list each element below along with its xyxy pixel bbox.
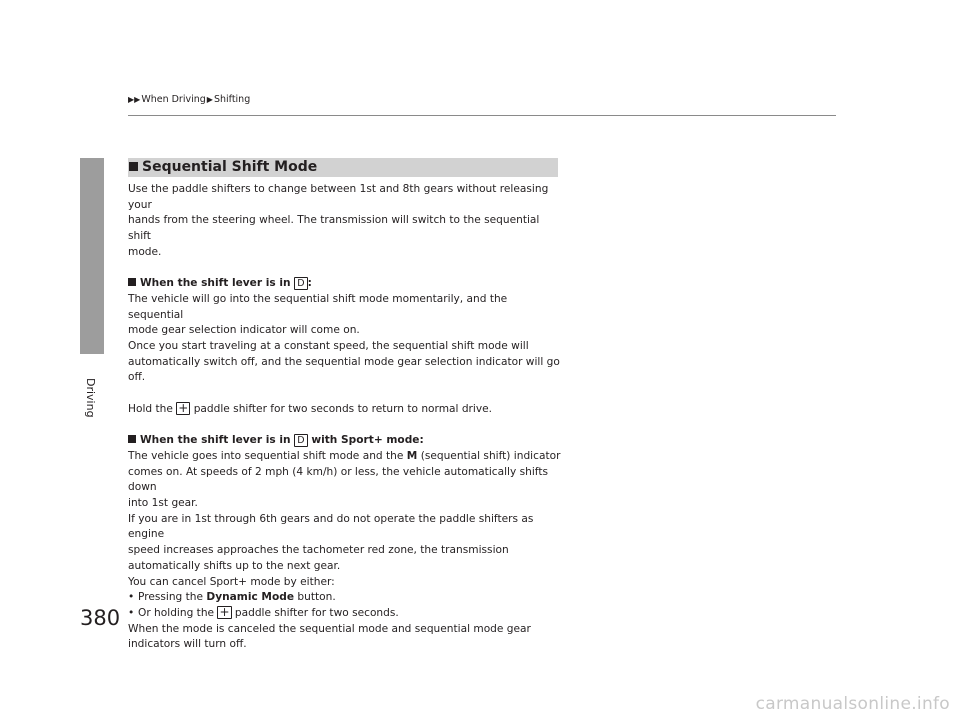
subheading-square-icon [128, 278, 136, 286]
bullet-icon: • [128, 606, 135, 619]
breadcrumb [128, 94, 250, 105]
body-line: You can cancel Sport+ mode by either: [128, 575, 335, 588]
header-divider [128, 115, 836, 116]
breadcrumb-arrow-icon: ▶▶ [128, 95, 141, 104]
section-title: Sequential Shift Mode [142, 159, 318, 175]
body-line: The vehicle goes into sequential shift mode and the M (sequential shift) indicator [128, 449, 561, 462]
page-number: 380 [80, 606, 121, 630]
body-line: mode gear selection indicator will come on. [128, 324, 360, 337]
chapter-side-tab [80, 158, 104, 354]
subheading-d-position: When the shift lever is in D : [128, 276, 564, 292]
subheading-square-icon [128, 435, 136, 443]
bullet-item: • Pressing the Dynamic Mode button. [128, 590, 564, 606]
intro-line: hands from the steering wheel. The transmission will switch to the sequential shift [128, 214, 540, 243]
body-line: Once you start traveling at a constant speed, the sequential shift mode will [128, 340, 529, 353]
body-line: speed increases approaches the tachometer red zone, the transmission [128, 544, 509, 557]
body-line: automatically shifts up to the next gear. [128, 559, 341, 572]
breadcrumb-arrow-icon: ▶ [206, 95, 213, 104]
subheading-d-sport-plus: When the shift lever is in D with Sport+ mode: [128, 433, 564, 449]
section-square-icon [129, 162, 138, 171]
body-line: The vehicle will go into the sequential shift mode momentarily, and the sequential [128, 292, 508, 321]
section-title-bar [128, 158, 558, 177]
breadcrumb-item-when-driving[interactable]: When Driving [141, 94, 206, 105]
body-line: When the mode is canceled the sequential mode and sequential mode gear [128, 622, 531, 635]
body-line: indicators will turn off. [128, 638, 247, 651]
breadcrumb-item-shifting[interactable]: Shifting [213, 94, 251, 105]
m-indicator-label: M [406, 449, 418, 462]
body-line: If you are in 1st through 6th gears and do not operate the paddle shifters as engine [128, 512, 534, 541]
body-line: into 1st gear. [128, 497, 198, 510]
watermark: carmanualsonline.info [755, 694, 950, 714]
chapter-side-label: Driving [84, 378, 97, 418]
main-content [128, 182, 564, 653]
hold-instruction: Hold the + paddle shifter for two seconds to return to normal drive. [128, 400, 492, 415]
plus-paddle-key-icon: + [178, 400, 189, 415]
intro-line: Use the paddle shifters to change between 1st and 8th gears without releasing your [128, 183, 549, 211]
bullet-item: • Or holding the + paddle shifter for two seconds. [128, 606, 564, 622]
plus-paddle-key-icon: + [219, 604, 230, 619]
d-position-key-icon: D [294, 434, 307, 447]
dynamic-mode-label: Dynamic Mode [206, 591, 295, 604]
body-line: off. [128, 371, 146, 384]
body-line: automatically switch off, and the sequential mode gear selection indicator will go [128, 355, 560, 368]
bullet-icon: • [128, 591, 135, 604]
body-line: comes on. At speeds of 2 mph (4 km/h) or less, the vehicle automatically shifts down [128, 465, 548, 494]
d-position-key-icon: D [294, 277, 307, 290]
intro-line: mode. [128, 245, 162, 258]
